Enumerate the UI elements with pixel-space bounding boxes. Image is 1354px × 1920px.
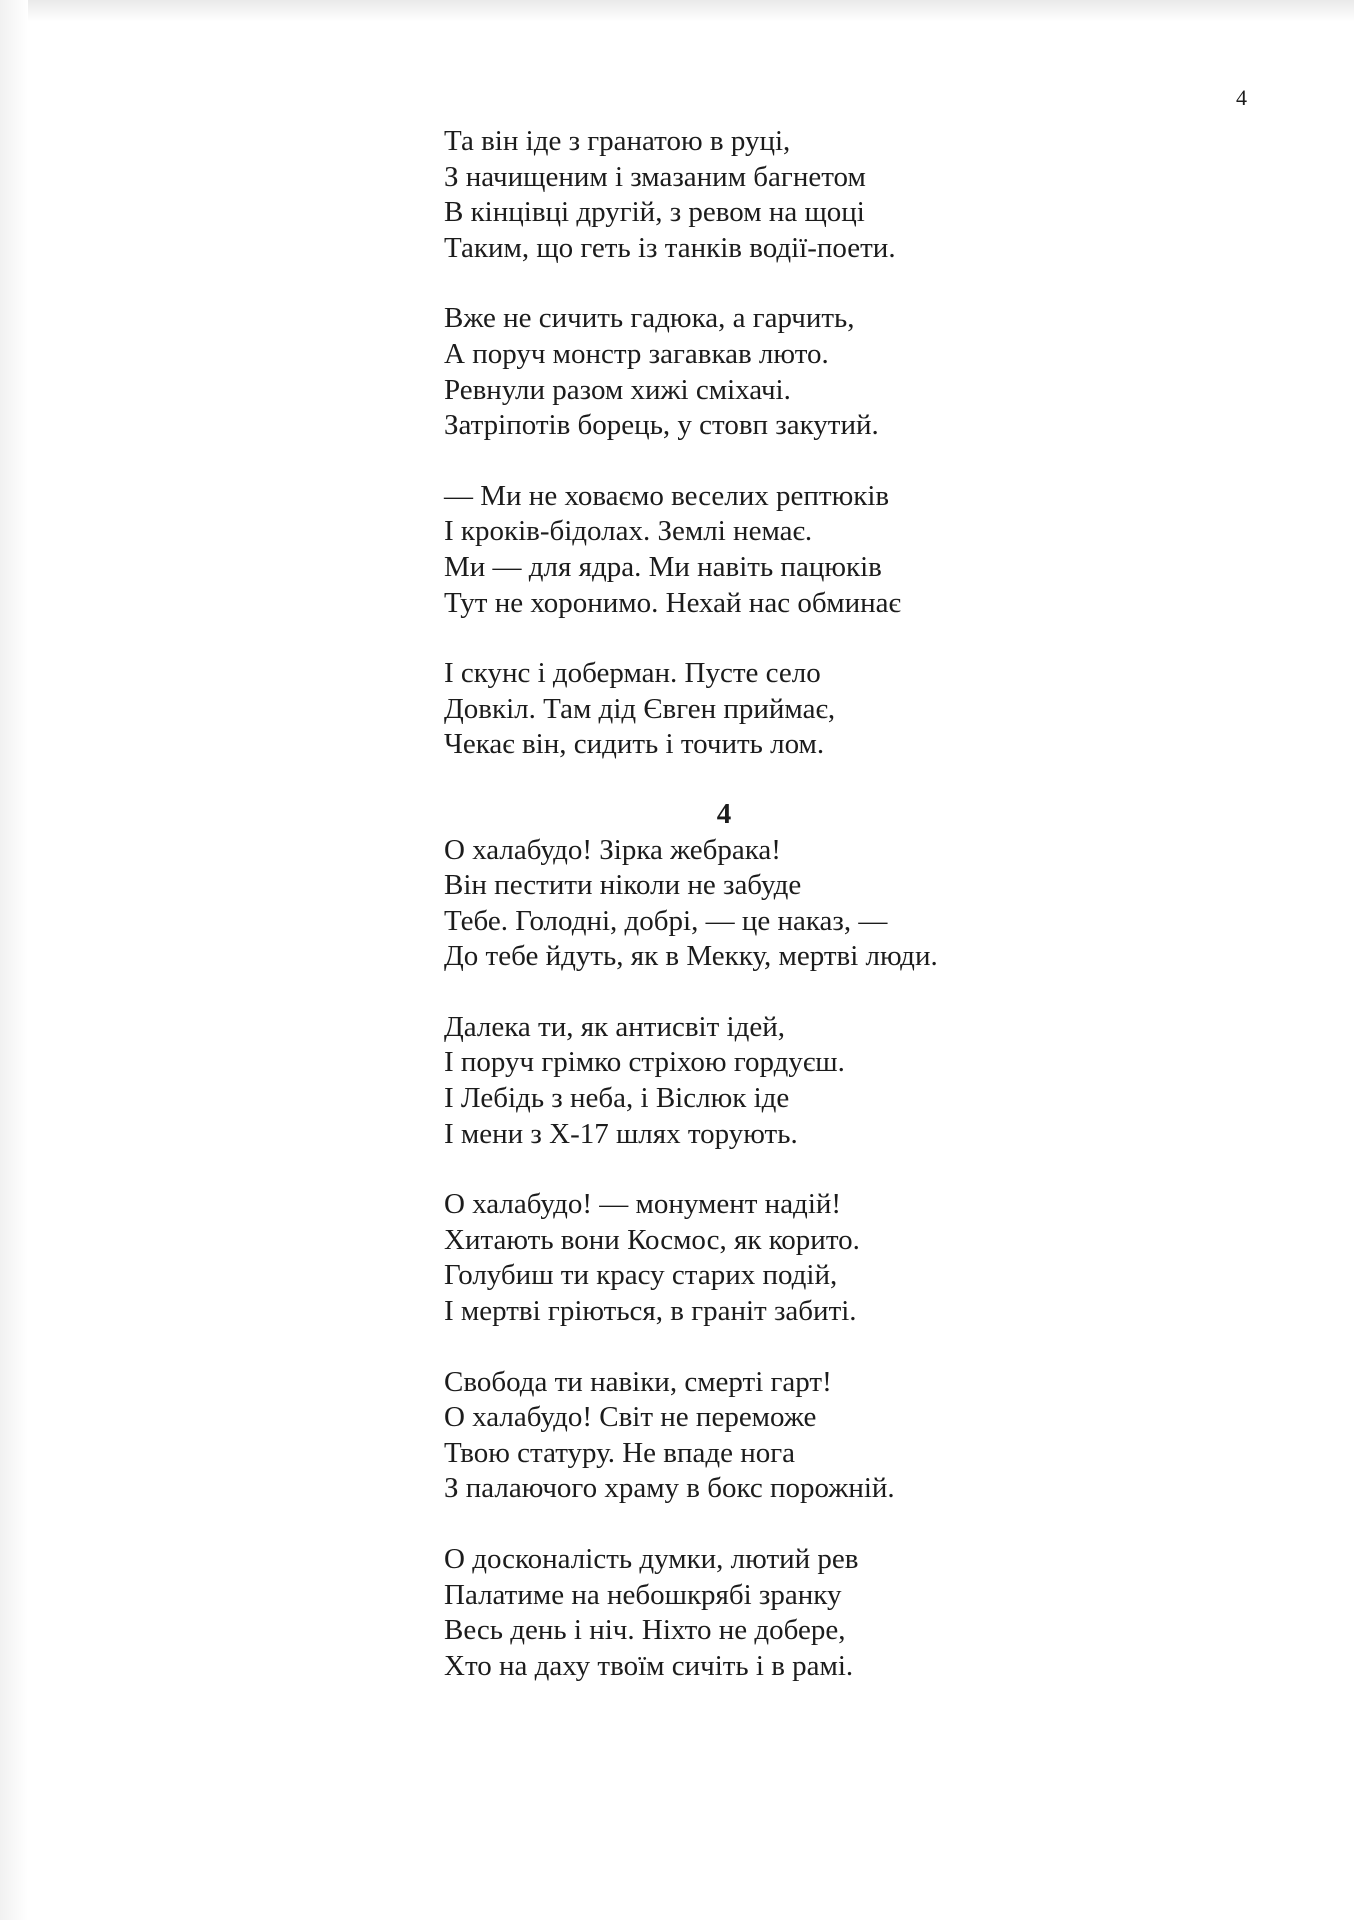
poem-line: І мертві гріються, в граніт забиті. bbox=[444, 1295, 857, 1328]
poem-line: — Ми не ховаємо веселих рептюків bbox=[444, 479, 890, 512]
poem-line: О халабудо! Зірка жебрака! bbox=[444, 833, 781, 866]
stanza bbox=[444, 124, 1064, 266]
poem-line: І кроків-бідолах. Землі немає. bbox=[444, 515, 813, 548]
poem-line: Довкіл. Там дід Євген приймає, bbox=[444, 692, 836, 725]
poem-line: О халабудо! Світ не переможе bbox=[444, 1401, 817, 1434]
poem-line: В кінцівці другій, з ревом на щоці bbox=[444, 196, 865, 229]
stanza bbox=[444, 1365, 1064, 1507]
poem-line: Хитають вони Космос, як корито. bbox=[444, 1223, 860, 1256]
poem-line: До тебе йдуть, як в Мекку, мертві люди. bbox=[444, 940, 938, 973]
poem-line: Далека ти, як антисвіт ідей, bbox=[444, 1010, 785, 1043]
poem-line: Тебе. Голодні, добрі, — це наказ, — bbox=[444, 904, 888, 937]
poem-line: І скунс і доберман. Пусте село bbox=[444, 657, 821, 690]
stanza bbox=[444, 1542, 1064, 1684]
poem-line: Палатиме на небошкрябі зранку bbox=[444, 1578, 842, 1611]
poem-line: Затріпотів борець, у стовп закутий. bbox=[444, 409, 879, 442]
section-number: 4 bbox=[716, 797, 732, 830]
poem-line: Ми — для ядра. Ми навіть пацюків bbox=[444, 550, 882, 583]
stanza bbox=[444, 833, 1064, 975]
stanza bbox=[444, 479, 1064, 621]
poem-line: Таким, що геть із танків водії-поети. bbox=[444, 231, 896, 264]
poem-line: О досконалість думки, лютий рев bbox=[444, 1543, 859, 1575]
poem-line: Хто на даху твоїм сичіть і в рамі. bbox=[444, 1649, 854, 1682]
poem-line: Свобода ти навіки, смерті гарт! bbox=[444, 1365, 832, 1398]
scan-left-edge bbox=[0, 0, 28, 1920]
poem-line: І поруч грімко стріхою гордуєш. bbox=[444, 1046, 845, 1079]
poem-line: З палаючого храму в бокс порожній. bbox=[444, 1472, 895, 1505]
poem-body bbox=[444, 124, 1064, 1719]
stanza bbox=[444, 301, 1064, 443]
poem-line: А поруч монстр загавкав люто. bbox=[444, 337, 829, 370]
poem-line: О халабудо! — монумент надій! bbox=[444, 1188, 842, 1221]
poem-line: Весь день і ніч. Ніхто не добере, bbox=[444, 1614, 846, 1647]
poem-line: Твою статуру. Не впаде нога bbox=[444, 1436, 796, 1469]
poem-line: Ревнули разом хижі сміхачі. bbox=[444, 373, 791, 406]
stanza bbox=[444, 1187, 1064, 1329]
poem-line: І мени з Х-17 шлях торують. bbox=[444, 1117, 798, 1150]
poem-line: Тут не хоронимо. Нехай нас обминає bbox=[444, 586, 902, 619]
poem-line: І Лебідь з неба, і Віслюк іде bbox=[444, 1082, 790, 1115]
scan-top-edge bbox=[0, 0, 1354, 22]
poem-line: З начищеним і змазаним багнетом bbox=[444, 160, 866, 193]
stanza bbox=[444, 656, 1064, 763]
stanza bbox=[444, 1010, 1064, 1152]
poem-line: Вже не сичить гадюка, а гарчить, bbox=[444, 302, 855, 335]
poem-line: Голубиш ти красу старих подій, bbox=[444, 1259, 838, 1292]
poem-line: Він пестити ніколи не забуде bbox=[444, 869, 802, 902]
poem-line: Чекає він, сидить і точить лом. bbox=[444, 728, 825, 761]
poem-line: Та він іде з гранатою в руці, bbox=[444, 125, 791, 157]
page-number: 4 bbox=[1236, 85, 1247, 110]
